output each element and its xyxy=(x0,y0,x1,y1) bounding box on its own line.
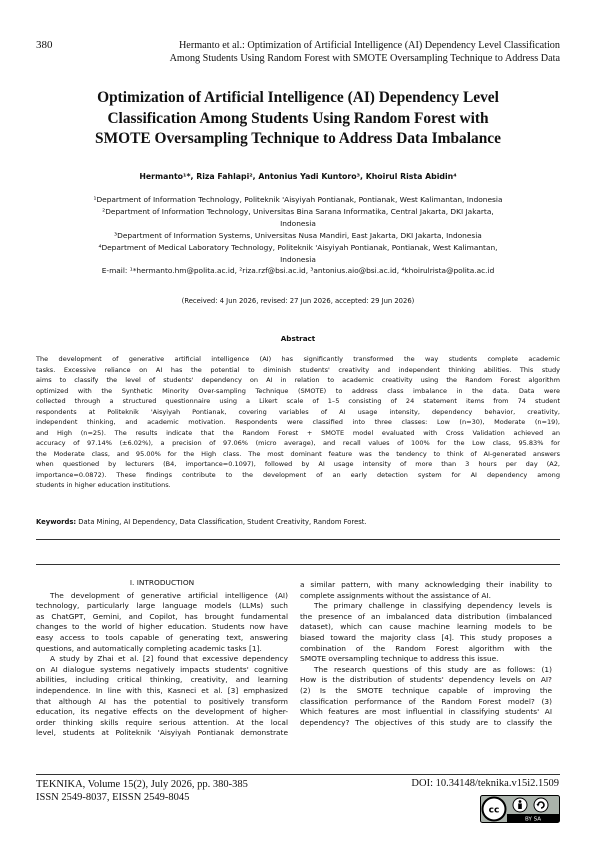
abstract-line: importance=0.0872). These findings contribute to the development of an early detection system for AI dependency among xyxy=(36,470,560,479)
body-line: the presence of an imbalanced data distribution (imbalanced xyxy=(300,611,552,621)
body-line: questions, and automatically completing academic tasks [1]. xyxy=(36,643,262,653)
abstract-heading: Abstract xyxy=(280,334,316,343)
body-line: dataset), which can cause machine learning models to be xyxy=(300,622,552,632)
doi: DOI: 10.34148/teknika.v15i2.1509 xyxy=(411,778,559,789)
abstract-line: aims to classify the level of students' dependency on AI in relation to academic creativity using the Random Forest algorithm xyxy=(36,376,560,384)
running-header xyxy=(36,39,560,65)
body-line: easy access to tools capable of generating text, answering xyxy=(36,632,288,642)
abstract-line: and High (n=25). The results indicate that the Random Forest + SMOTE model evaluated with Cross Validation achieved an xyxy=(36,428,560,437)
divider-rule xyxy=(36,539,560,540)
body-line: independence. In line with this, Kasneci et al. [3] emphasized xyxy=(36,685,288,695)
body-line: that although AI has the potential to positively transform xyxy=(36,696,288,706)
svg-text:cc: cc xyxy=(488,805,500,816)
keywords-list: Data Mining, AI Dependency, Data Classification, Student Creativity, Random Forest. xyxy=(76,518,367,526)
body-line: dependency? The objectives of this study are to classify the xyxy=(300,717,552,727)
body-line: level, students at Politeknik 'Aisyiyah Pontianak demonstrate xyxy=(36,728,288,738)
body-line: order thinking skills require serious attention. At the local xyxy=(36,717,288,727)
affiliations xyxy=(36,194,560,277)
body-line: technology, particularly large language models (LLMs) such xyxy=(36,601,288,611)
body-line: education, its negative effects on the development of higher- xyxy=(36,707,288,717)
section-heading: I. INTRODUCTION xyxy=(129,578,195,587)
body-line: as ChatGPT, Gemini, and Copilot, has brought fundamental xyxy=(36,611,288,621)
body-line: How is the distribution of students' dependency levels on AI? xyxy=(300,675,552,685)
abstract-line: The development of generative artificial intelligence (AI) has significantly transformed the way students complete academic xyxy=(36,355,560,363)
abstract-line: students in higher education institutions. xyxy=(36,481,171,489)
abstract-line: collected through a structured questionnaire using a Likert scale of 1–5 consisting of 24 statement items from 74 student xyxy=(36,397,560,405)
abstract-line: tasks. Excessive reliance on AI has the potential to diminish students' creativity and independent thinking abilities. This study xyxy=(36,365,560,374)
title-line: SMOTE Oversampling Technique to Address Data Imbalance xyxy=(95,130,501,147)
body-line: on AI dialogue systems negatively impacts students' cognitive xyxy=(36,664,288,674)
body-line: abilities, including critical thinking, creativity, and learning xyxy=(36,675,288,685)
left-column xyxy=(36,578,288,739)
abstract-line: accuracy of 97.14% (±6.02%), a precision of 97.06% (micro average), and recall values of 100% for the Low class, 95.83% for xyxy=(36,439,560,447)
divider-rule xyxy=(36,564,560,565)
running-title xyxy=(88,39,560,65)
paper-title xyxy=(36,88,560,150)
affiliation-line: ¹Department of Information Technology, Politeknik 'Aisyiyah Pontianak, Pontianak, West Kalimantan, Indonesia xyxy=(93,195,503,204)
received-dates: (Received: 4 Jun 2026, revised: 27 Jun 2026, accepted: 29 Jun 2026) xyxy=(181,297,415,305)
abstract-line: the Moderate class, and 95.00% for the High class. The most dominant feature was the tendency to think of AI-generated answers xyxy=(36,449,560,458)
running-title-line: Among Students Using Random Forest with SMOTE Oversampling Technique to Address Data xyxy=(169,53,560,64)
journal-issn: ISSN 2549-8037, EISSN 2549-8045 xyxy=(36,792,190,803)
keywords-label: Keywords: xyxy=(36,518,77,526)
footer-rule xyxy=(36,774,560,775)
title-line: Optimization of Artificial Intelligence (AI) Dependency Level xyxy=(97,89,499,106)
cc-by-sa-license-badge xyxy=(480,795,560,823)
body-line: biased toward the majority class [4]. This study proposes a xyxy=(300,632,552,642)
affiliation-line: ⁴Department of Medical Laboratory Technology, Politeknik 'Aisyiyah Pontianak, Pontianak, West Kalimantan, xyxy=(98,242,498,252)
body-line: classification performance of the Random Forest model? (3) xyxy=(300,696,552,706)
abstract-line: when questioned by lecturers (B4, importance=0.1097), followed by AI usage intensity of more than 3 hours per day (A2, xyxy=(36,460,560,468)
abstract-line: respondents at Politeknik 'Aisyiyah Pontianak, covering variables of AI usage intensity, dependency behavior, creativity, xyxy=(36,407,560,416)
body-line: Which features are most influential in classifying students' AI xyxy=(300,707,552,717)
body-line: SMOTE oversampling technique to address this issue. xyxy=(300,654,499,664)
body-line: a similar pattern, with many acknowledging their inability to xyxy=(300,580,552,589)
author-list: Hermanto¹*, Riza Fahlapi², Antonius Yadi Kuntoro³, Khoirul Rista Abidin⁴ xyxy=(139,172,457,181)
affiliation-line: ²Department of Information Technology, Universitas Bina Sarana Informatika, Central Jakarta, DKI Jakarta, xyxy=(102,206,494,216)
affiliation-line: Indonesia xyxy=(280,218,316,228)
running-title-line: Hermanto et al.: Optimization of Artificial Intelligence (AI) Dependency Level Classification xyxy=(178,40,560,51)
body-line: (2) Is the SMOTE technique capable of improving the xyxy=(300,685,552,695)
body-line: A study by Zhai et al. [2] found that excessive dependency xyxy=(50,654,288,664)
footer-journal xyxy=(36,778,248,804)
journal-volume: TEKNIKA, Volume 15(2), July 2026, pp. 380-385 xyxy=(36,779,248,790)
title-line: Classification Among Students Using Random Forest with xyxy=(107,109,489,127)
body-line: complete assignments without the assistance of AI. xyxy=(300,590,491,600)
affiliation-line: ³Department of Information Systems, Universitas Nusa Mandiri, East Jakarta, DKI Jakarta, Indonesia xyxy=(114,230,482,240)
right-column xyxy=(300,580,552,728)
license-label: BY SA xyxy=(525,816,541,823)
email-line: E-mail: ¹*hermanto.hm@polita.ac.id, ²riza.rzf@bsi.ac.id, ³antonius.aio@bsi.ac.id, ⁴khoirulrista@polita.ac.id xyxy=(101,266,495,276)
body-line: The primary challenge in classifying dependency levels is xyxy=(314,601,552,611)
body-line: combination of the Random Forest algorithm with the xyxy=(300,643,552,653)
page-number: 380 xyxy=(36,39,53,51)
body-line: The research questions of this study are as follows: (1) xyxy=(314,664,552,674)
abstract-line: optimized with the Synthetic Minority Over-sampling Technique (SMOTE) to address class imbalance in the data. Data were xyxy=(36,386,560,395)
body-line: changes to the world of higher education. Students now have xyxy=(36,622,288,632)
abstract-line: independent thinking, and academic motivation. Respondents were classified into three classes: Low (n=30), Moderate (n=19), xyxy=(36,418,560,426)
abstract-body xyxy=(36,354,560,491)
keywords xyxy=(36,518,560,526)
body-line: The development of generative artificial intelligence (AI) xyxy=(50,590,288,600)
affiliation-line: Indonesia xyxy=(280,254,316,264)
